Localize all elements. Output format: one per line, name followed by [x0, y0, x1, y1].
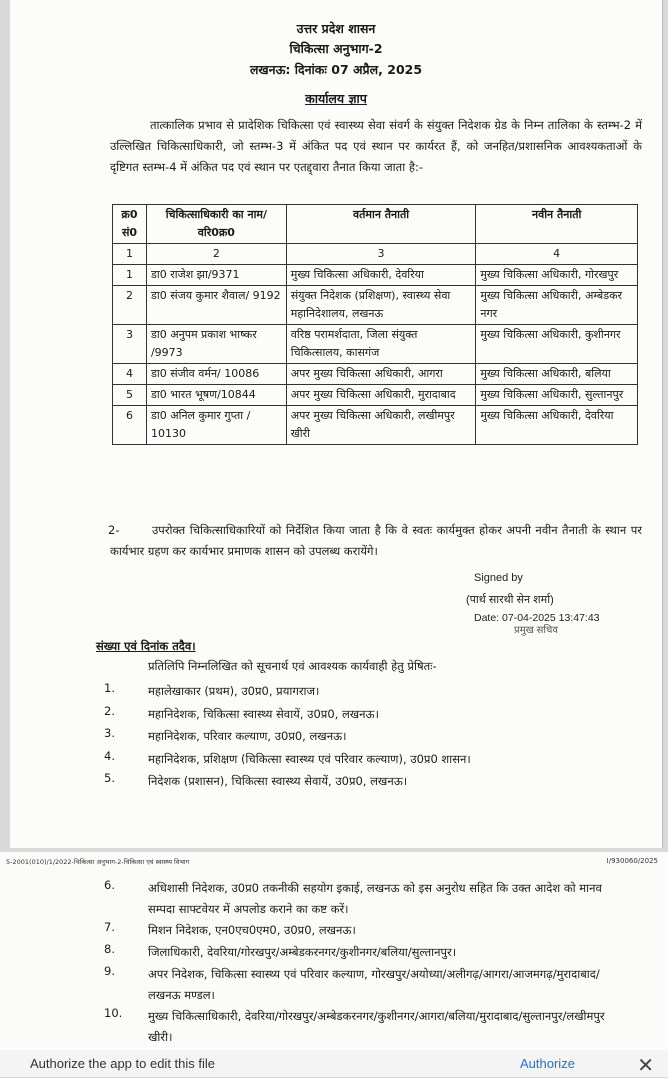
authorize-banner-text: Authorize the app to edit this file	[30, 1056, 216, 1071]
header-section: चिकित्सा अनुभाग-2	[289, 41, 383, 56]
table-cell: डा0 अनुपम प्रकाश भाष्कर /9973	[146, 325, 286, 364]
table-row	[113, 385, 638, 406]
table-row	[113, 325, 638, 364]
header-government: उत्तर प्रदेश शासन	[296, 21, 376, 36]
list-item-text: महानिदेशक, चिकित्सा स्वास्थ्य सेवायें, उ0प्र0, लखनऊ।	[148, 706, 379, 721]
table-colnum-row	[113, 244, 638, 265]
table-cell: अपर मुख्य चिकित्सा अधिकारी, आगरा	[286, 364, 476, 385]
list-item	[104, 920, 624, 942]
list-item-number: 7.	[104, 920, 115, 934]
table-row	[113, 265, 638, 286]
table-cell: चिकित्साधिकारी का नाम/ वरि0क्र0	[146, 205, 286, 244]
table-cell: 2	[146, 244, 286, 265]
signature-name: (पार्थ सारथी सेन शर्मा)	[466, 594, 554, 606]
table-cell: अपर मुख्य चिकित्सा अधिकारी, लखीमपुर खीरी	[286, 406, 476, 445]
table-cell: मुख्य चिकित्सा अधिकारी, सुल्तानपुर	[476, 385, 638, 406]
copy-list-page-1	[104, 681, 471, 794]
table-cell: मुख्य चिकित्सा अधिकारी, अम्बेडकर नगर	[476, 286, 638, 325]
list-item	[104, 964, 624, 1006]
list-item-text: अधिशासी निदेशक, उ0प्र0 तकनीकी सहयोग इकाई, लखनऊ को इस अनुरोध सहित कि उक्त आदेश को मानव सम्पदा साफ्टवेयर में अपलोड कराने का कष्ट करें।	[148, 881, 602, 916]
table-cell: 1	[113, 244, 147, 265]
table-row	[113, 286, 638, 325]
list-item	[104, 726, 471, 749]
table-cell: 1	[113, 265, 147, 286]
table-cell: मुख्य चिकित्सा अधिकारी, बलिया	[476, 364, 638, 385]
table-cell: नवीन तैनाती	[476, 205, 638, 244]
list-item	[104, 1006, 624, 1048]
list-item-number: 8.	[104, 942, 115, 956]
header-office-memo: कार्यालय ज्ञाप	[305, 91, 367, 106]
signature-date: Date: 07-04-2025 13:47:43	[474, 612, 600, 624]
header-date: लखनऊ: दिनांकः 07 अप्रैल, 2025	[249, 62, 423, 77]
list-item-text: मिशन निदेशक, एन0एच0एम0, उ0प्र0, लखनऊ।	[148, 923, 356, 937]
list-item	[104, 771, 471, 794]
list-item	[104, 681, 471, 704]
list-item-number: 6.	[104, 878, 115, 892]
table-row	[113, 364, 638, 385]
table-cell: डा0 अनिल कुमार गुप्ता / 10130	[146, 406, 286, 445]
table-cell: अपर मुख्य चिकित्सा अधिकारी, मुरादाबाद	[286, 385, 476, 406]
table-row	[113, 406, 638, 445]
list-item-number: 5.	[104, 771, 115, 785]
table-cell: वरिष्ठ परामर्शदाता, जिला संयुक्त चिकित्सालय, कासगंज	[286, 325, 476, 364]
close-icon[interactable]: ✕	[637, 1055, 654, 1077]
table-cell: क्र0 सं0	[113, 205, 147, 244]
list-item-text: महालेखाकार (प्रथम), उ0प्र0, प्रयागराज।	[148, 684, 320, 698]
table-cell: मुख्य चिकित्सा अधिकारी, गोरखपुर	[476, 265, 638, 286]
list-item-text: मुख्य चिकित्साधिकारी, देवरिया/गोरखपुर/अम्बेडकरनगर/कुशीनगर/आगरा/बलिया/मुरादाबाद/सुल्तानपुर/लखीमपुर खीरी।	[148, 1009, 605, 1044]
table-cell: 4	[476, 244, 638, 265]
intro-paragraph: तात्कालिक प्रभाव से प्रादेशिक चिकित्सा एवं स्वास्थ्य सेवा संवर्ग के संयुक्त निदेशक ग्रेड के निम्न तालिका के स्तम्भ-2 में उल्लिखित चिकित्साधिकारी, जो स्तम्भ-3 में अंकित पद एवं स्थान पर कार्यरत हैं, को जनहित/प्रशासनिक आवश्यकताओं के दृष्टिगत स्तम्भ-4 में अंकित पद एवं स्थान पर एतद्द्वारा तैनात किया जाता है:-	[110, 118, 642, 174]
signature-designation: प्रमुख सचिव	[514, 625, 558, 636]
list-item-text: निदेशक (प्रशासन), चिकित्सा स्वास्थ्य सेवायें, उ0प्र0, लखनऊ।	[148, 774, 408, 788]
list-item-text: महानिदेशक, परिवार कल्याण, उ0प्र0, लखनऊ।	[148, 729, 347, 743]
table-cell: डा0 संजय कुमार शैवाल/ 9192	[146, 286, 286, 325]
list-item	[104, 704, 471, 727]
table-cell: 6	[113, 406, 147, 445]
para2-text: उपरोक्त चिकित्साधिकारियों को निर्देशित किया जाता है कि वे स्वतः कार्यमुक्त होकर अपनी नवीन तैनाती के स्थान पर कार्यभार ग्रहण कर कार्यभार प्रमाणक शासन को उपलब्ध करायेंगे।	[110, 523, 642, 558]
para2-number: 2-	[108, 523, 120, 537]
table-cell: डा0 राजेश झा/9371	[146, 265, 286, 286]
list-item	[104, 942, 624, 964]
table-cell: 3	[113, 325, 147, 364]
list-item-number: 3.	[104, 726, 115, 740]
table-cell: 2	[113, 286, 147, 325]
table-cell: डा0 संजीव वर्मन/ 10086	[146, 364, 286, 385]
table-header-row	[113, 205, 638, 244]
table-cell: मुख्य चिकित्सा अधिकारी, देवरिया	[476, 406, 638, 445]
copy-list-page-2	[104, 878, 624, 1048]
signature-signed-by: Signed by	[474, 572, 523, 584]
authorize-banner	[0, 1050, 668, 1077]
list-item-text: महानिदेशक, प्रशिक्षण (चिकित्सा स्वास्थ्य एवं परिवार कल्याण), उ0प्र0 शासन।	[148, 751, 471, 766]
list-item-number: 1.	[104, 681, 115, 695]
table-cell: 3	[286, 244, 476, 265]
authorize-button[interactable]: Authorize	[520, 1056, 575, 1071]
table-cell: मुख्य चिकित्सा अधिकारी, कुशीनगर	[476, 325, 638, 364]
endorsement-title: संख्या एवं दिनांक तदैव।	[96, 639, 196, 653]
list-item-number: 2.	[104, 703, 115, 718]
table-cell: मुख्य चिकित्सा अधिकारी, देवरिया	[286, 265, 476, 286]
page2-file-ref: 5-2001(010)/1/2022-चिकित्सा अनुभाग-2-चिकित्सा एवं स्वास्थ्य विभाग	[6, 858, 190, 866]
table-cell: वर्तमान तैनाती	[286, 205, 476, 244]
table-cell: संयुक्त निदेशक (प्रशिक्षण), स्वास्थ्य सेवा महानिदेशालय, लखनऊ	[286, 286, 476, 325]
list-item-number: 10.	[104, 1006, 123, 1020]
list-item-number: 9.	[104, 964, 115, 978]
list-item	[104, 749, 471, 772]
document-page-2	[0, 852, 668, 1052]
posting-table	[112, 204, 638, 445]
list-item-text: जिलाधिकारी, देवरिया/गोरखपुर/अम्बेडकरनगर/कुशीनगर/बलिया/सुल्तानपुर।	[148, 945, 457, 959]
table-cell: डा0 भारत भूषण/10844	[146, 385, 286, 406]
page2-file-id: I/930060/2025	[606, 857, 658, 865]
table-cell: 4	[113, 364, 147, 385]
document-page-1	[10, 0, 663, 848]
list-item-text: अपर निदेशक, चिकित्सा स्वास्थ्य एवं परिवार कल्याण, गोरखपुर/अयोध्या/अलीगढ़/आगरा/आजमगढ़/मुरादाबाद/लखनऊ मण्डल।	[148, 967, 600, 1002]
endorsement-intro: प्रतिलिपि निम्नलिखित को सूचनार्थ एवं आवश्यक कार्यवाही हेतु प्रेषितः-	[148, 659, 437, 673]
list-item-number: 4.	[104, 748, 115, 763]
list-item	[104, 878, 624, 920]
table-cell: 5	[113, 385, 147, 406]
